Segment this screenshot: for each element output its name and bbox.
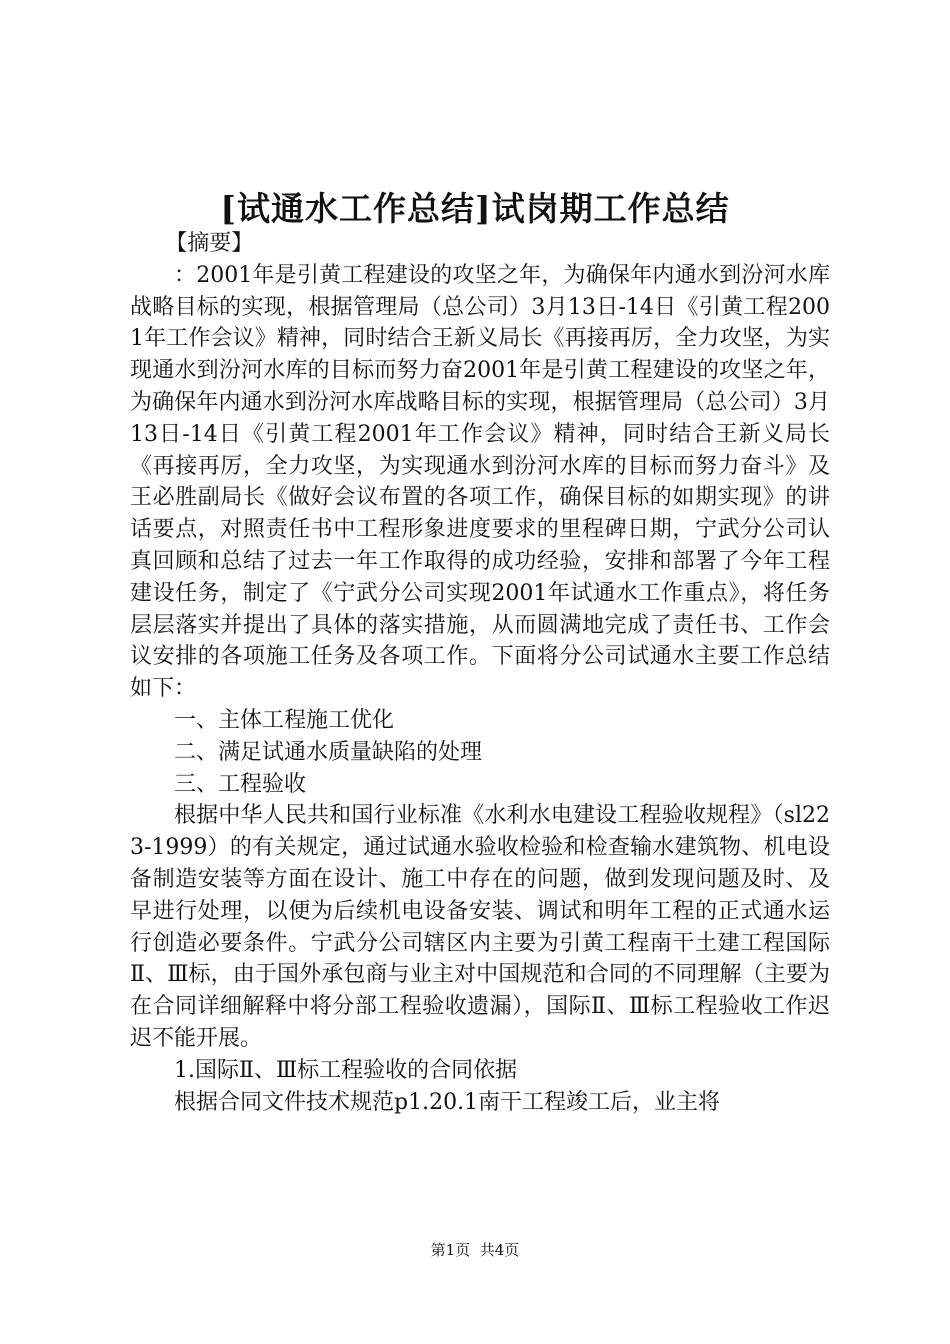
page-footer	[0, 1240, 950, 1260]
section-heading-2: 二、满足试通水质量缺陷的处理	[174, 739, 483, 765]
subsection-heading: 1.国际Ⅱ、Ⅲ标工程验收的合同依据	[174, 1057, 518, 1083]
document-title: [试通水工作总结]试岗期工作总结	[220, 189, 730, 228]
abstract-heading: 【摘要】	[165, 231, 254, 256]
section-heading-1: 一、主体工程施工优化	[174, 707, 395, 733]
body-paragraph-last: 根据合同文件技术规范p1.20.1南干工程竣工后，业主将	[174, 1089, 721, 1115]
document-body	[130, 228, 830, 1118]
page-total: 共4页	[479, 1241, 520, 1259]
abstract-paragraph: ：2001年是引黄工程建设的攻坚之年，为确保年内通水到汾河水库战略目标的实现，根据管理局（总公司）3月13日-14日《引黄工程2001年工作会议》精神，同时结合王新义局长《再接再厉，全力攻坚，为实现通水到汾河水库的目标而努力奋2001年是引黄工程建设的攻坚之年，为确保年内通水到汾河水库战略目标的实现，根据管理局（总公司）3月13日-14日《引黄工程2001年工作会议》精神，同时结合王新义局长《再接再厉，全力攻坚，为实现通水到汾河水库的目标而努力奋斗》及王必胜副局长《做好会议布置的各项工作，确保目标的如期实现》的讲话要点，对照责任书中工程形象进度要求的里程碑日期，宁武分公司认真回顾和总结了过去一年工作取得的成功经验，安排和部署了今年工程建设任务，制定了《宁武分公司实现2001年试通水工作重点》，将任务层层落实并提出了具体的落实措施，从而圆满地完成了责任书、工作会议安排的各项施工任务及各项工作。下面将分公司试通水主要工作总结如下：	[130, 262, 830, 702]
page-number: 第1页	[430, 1241, 471, 1259]
body-paragraph: 根据中华人民共和国行业标准《水利水电建设工程验收规程》（sl223-1999）的有关规定，通过试通水验收检验和检查输水建筑物、机电设备制造安装等方面在设计、施工中存在的问题，做到发现问题及时、及早进行处理，以便为后续机电设备安装、调试和明年工程的正式通水运行创造必要条件。宁武分公司辖区内主要为引黄工程南干土建工程国际Ⅱ、Ⅲ标，由于国外承包商与业主对中国规范和合同的不同理解（主要为在合同详细解释中将分部工程验收遗漏），国际Ⅱ、Ⅲ标工程验收工作迟迟不能开展。	[130, 803, 830, 1051]
section-heading-3: 三、工程验收	[174, 771, 307, 797]
footer-gap	[470, 1241, 480, 1259]
